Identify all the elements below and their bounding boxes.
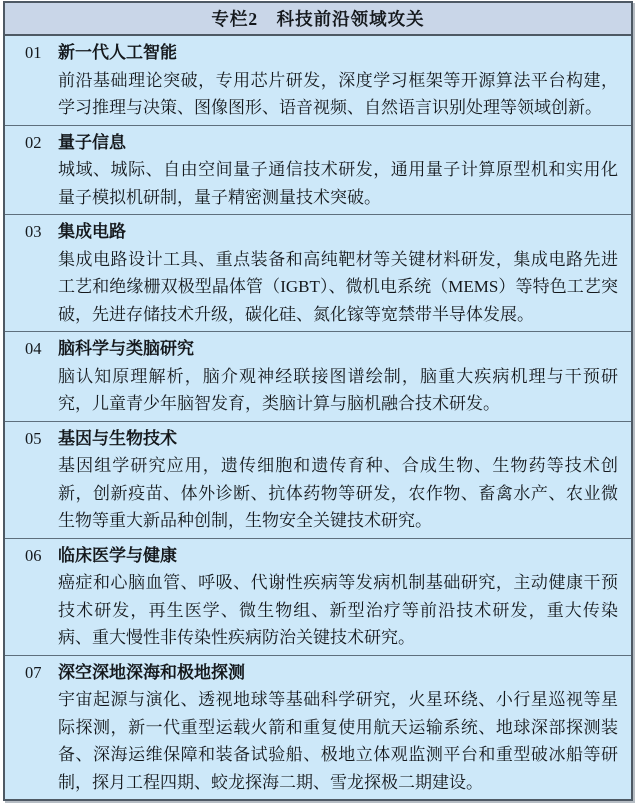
column-box-panel [3, 1, 633, 801]
item-number: 07 [25, 662, 42, 682]
item-number: 03 [25, 222, 42, 241]
item-title: 脑科学与类脑研究 [58, 339, 194, 358]
list-item-04 [5, 331, 631, 421]
list-item-05 [5, 421, 631, 538]
item-number: 04 [25, 339, 42, 358]
item-title: 新一代人工智能 [58, 43, 177, 62]
item-description: 宇宙起源与演化、透视地球等基础科学研究，火星环绕、小行星巡视等星际探测，新一代重型运载火箭和重复使用航天运输系统、地球深部探测装备、深海运维保障和装备试验船、极地立体观监测平台和重型破冰船等研制，探月工程四期、蛟龙探海二期、雪龙探极二期建设。 [58, 690, 618, 792]
panel-header [5, 3, 631, 36]
item-title: 基因与生物技术 [58, 428, 177, 448]
item-description: 集成电路设计工具、重点装备和高纯靶材等关键材料研发，集成电路先进工艺和绝缘栅双极型晶体管（IGBT）、微机电系统（MEMS）等特色工艺突破，先进存储技术升级，碳化硅、氮化镓等宽禁带半导体发展。 [58, 249, 618, 324]
item-number: 02 [25, 132, 42, 152]
list-item-01 [5, 36, 631, 125]
item-description: 前沿基础理论突破，专用芯片研发，深度学习框架等开源算法平台构建，学习推理与决策、图像图形、语音视频、自然语言识别处理等领域创新。 [58, 70, 618, 117]
list-item-03 [5, 214, 631, 331]
item-number: 01 [25, 43, 42, 62]
item-description: 脑认知原理解析，脑介观神经联接图谱绘制，脑重大疾病机理与干预研究，儿童青少年脑智发育，类脑计算与脑机融合技术研发。 [58, 366, 618, 413]
item-number: 05 [25, 428, 42, 448]
item-description: 癌症和心脑血管、呼吸、代谢性疾病等发病机制基础研究，主动健康干预技术研发，再生医学、微生物组、新型治疗等前沿技术研发，重大传染病、重大慢性非传染性疾病防治关键技术研究。 [58, 573, 618, 647]
item-description: 基因组学研究应用，遗传细胞和遗传育种、合成生物、生物药等技术创新，创新疫苗、体外诊断、抗体药物等研发，农作物、畜禽水产、农业微生物等重大新品种创制，生物安全关键技术研究。 [58, 456, 618, 530]
item-title: 量子信息 [58, 132, 126, 152]
list-item-07 [5, 655, 631, 800]
item-description: 城域、城际、自由空间量子通信技术研发，通用量子计算原型机和实用化量子模拟机研制，量子精密测量技术突破。 [58, 160, 618, 207]
item-title: 临床医学与健康 [58, 545, 177, 565]
item-title: 深空深地深海和极地探测 [58, 662, 245, 682]
panel-title: 专栏2 科技前沿领域攻关 [211, 9, 425, 29]
item-number: 06 [25, 545, 42, 565]
list-item-02 [5, 125, 631, 215]
list-item-06 [5, 538, 631, 655]
item-title: 集成电路 [58, 222, 126, 241]
